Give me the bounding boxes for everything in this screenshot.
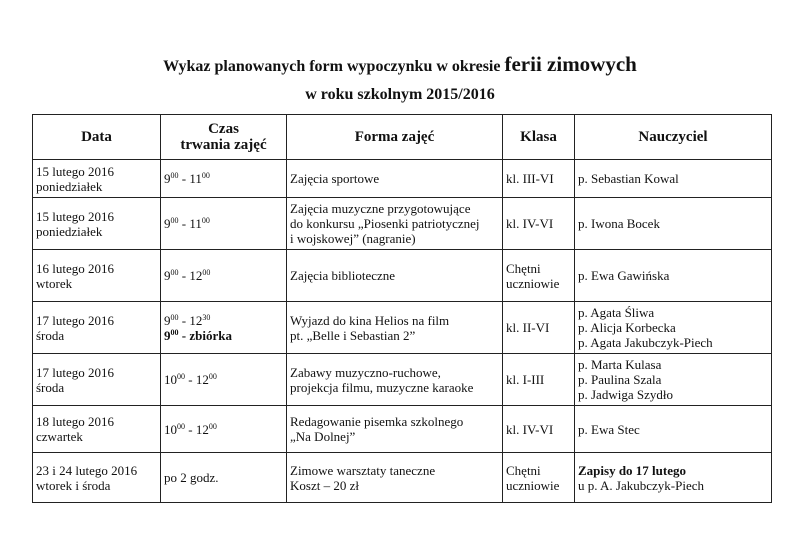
schedule-table xyxy=(32,114,772,503)
date-cell xyxy=(33,250,161,302)
time-cell xyxy=(161,160,287,198)
class-line: kl. IV-VI xyxy=(506,421,554,437)
header-date: Data xyxy=(33,115,161,160)
weekday-text: poniedziałek xyxy=(36,223,103,239)
time-range: $10^{00} - 12^{00}$ xyxy=(164,372,217,387)
date-cell xyxy=(33,453,161,503)
date-text: 16 lutego 2016 xyxy=(36,260,114,276)
weekday-text: czwartek xyxy=(36,429,83,444)
date-text: 17 lutego 2016 xyxy=(36,364,114,380)
start-hour: 10 xyxy=(164,421,177,437)
time-range: $9^{00} - 12^{00}$ xyxy=(164,268,211,283)
header-row xyxy=(33,115,772,160)
teacher-cell xyxy=(575,354,772,406)
end-minute: 00 xyxy=(208,421,217,431)
activity-cell xyxy=(287,250,503,302)
end-minute: 30 xyxy=(202,312,211,322)
activity-line: Redagowanie pisemka szkolnego xyxy=(290,414,464,429)
activity-cell xyxy=(287,453,503,503)
time-range: $9^{00} - 11^{00}$ xyxy=(164,171,210,186)
teacher-cell xyxy=(575,160,772,198)
end-minute: 00 xyxy=(201,216,210,225)
weekday-text: środa xyxy=(36,327,65,343)
class-cell xyxy=(503,302,575,354)
class-line: kl. III-VI xyxy=(506,171,554,186)
teacher-cell xyxy=(575,406,772,453)
gathering-hour: 9 xyxy=(164,327,171,343)
date-cell xyxy=(33,354,161,406)
time-text: po 2 godz. xyxy=(164,470,219,485)
time-cell xyxy=(161,406,287,453)
table-row xyxy=(33,250,772,302)
table-row xyxy=(33,354,772,406)
start-minute: 00 xyxy=(177,421,185,431)
activity-cell xyxy=(287,160,503,198)
date-cell xyxy=(33,198,161,250)
time-range: $10^{00} - 12^{00}$ xyxy=(164,421,217,437)
teacher-name: p. Agata Jakubczyk-Piech xyxy=(578,335,713,350)
class-cell xyxy=(503,250,575,302)
start-minute: 00 xyxy=(170,171,179,180)
teacher-name: p. Agata Śliwa xyxy=(578,305,655,320)
teacher-name: p. Ewa Stec xyxy=(578,421,640,437)
class-cell xyxy=(503,406,575,453)
start-hour: 9 xyxy=(164,268,171,283)
start-minute: 00 xyxy=(177,372,185,381)
teacher-cell xyxy=(575,250,772,302)
gathering-minute: 00 xyxy=(170,327,179,337)
start-minute: 00 xyxy=(170,216,179,225)
date-cell xyxy=(33,302,161,354)
date-text: 15 lutego 2016 xyxy=(36,163,114,179)
teacher-name: p. Sebastian Kowal xyxy=(578,171,679,186)
activity-cell xyxy=(287,406,503,453)
teacher-name: p. Paulina Szala xyxy=(578,372,662,387)
title-emphasis: ferii zimowych xyxy=(504,52,637,76)
class-line: Chętni xyxy=(506,462,541,478)
start-hour: 9 xyxy=(164,216,171,231)
activity-line: Zimowe warsztaty taneczne xyxy=(290,462,436,478)
teacher-cell xyxy=(575,453,772,503)
table-row xyxy=(33,160,772,198)
header-time-line1: Czas xyxy=(208,121,239,137)
table-row xyxy=(33,453,772,503)
table-row xyxy=(33,406,772,453)
teacher-name: p. Jadwiga Szydło xyxy=(578,387,673,402)
activity-line: „Na Dolnej” xyxy=(290,429,356,444)
class-line: uczniowie xyxy=(506,477,560,493)
end-hour: 12 xyxy=(195,421,209,437)
class-cell xyxy=(503,160,575,198)
time-cell xyxy=(161,354,287,406)
activity-cell xyxy=(287,198,503,250)
table-row xyxy=(33,302,772,354)
start-hour: 10 xyxy=(164,372,177,387)
time-cell xyxy=(161,453,287,503)
document-title xyxy=(0,52,800,77)
activity-line: Zabawy muzyczno-ruchowe, xyxy=(290,364,441,380)
activity-line: Zajęcia sportowe xyxy=(290,171,380,186)
date-text: 18 lutego 2016 xyxy=(36,414,114,429)
header-time xyxy=(161,115,287,160)
class-cell xyxy=(503,354,575,406)
date-text: 15 lutego 2016 xyxy=(36,208,114,224)
start-hour: 9 xyxy=(164,171,171,186)
date-cell xyxy=(33,160,161,198)
end-hour: 12 xyxy=(189,268,203,283)
teacher-name: p. Alicja Korbecka xyxy=(578,320,676,335)
start-minute: 00 xyxy=(170,268,179,277)
teacher-name: p. Ewa Gawińska xyxy=(578,268,670,283)
start-minute: 00 xyxy=(170,312,179,322)
weekday-text: poniedziałek xyxy=(36,178,103,194)
end-minute: 00 xyxy=(201,171,210,180)
start-hour: 9 xyxy=(164,312,171,328)
class-cell xyxy=(503,453,575,503)
weekday-text: środa xyxy=(36,379,65,395)
activity-cell xyxy=(287,354,503,406)
activity-line: i wojskowej” (nagranie) xyxy=(290,231,416,246)
date-text: 17 lutego 2016 xyxy=(36,312,114,328)
time-range: $9^{00} - 11^{00}$ xyxy=(164,216,210,231)
end-hour: 12 xyxy=(195,372,209,387)
header-time-line2: trwania zajęć xyxy=(180,137,267,153)
signup-note: Zapisy do 17 lutego xyxy=(578,462,686,478)
teacher-name: u p. A. Jakubczyk-Piech xyxy=(578,477,705,493)
weekday-text: wtorek i środa xyxy=(36,477,111,493)
gathering-label: - zbiórka xyxy=(178,327,232,343)
date-text: 23 i 24 lutego 2016 xyxy=(36,462,138,478)
time-cell xyxy=(161,198,287,250)
gathering-time xyxy=(164,328,283,343)
class-line: uczniowie xyxy=(506,275,560,291)
activity-line: Koszt – 20 zł xyxy=(290,477,359,493)
document-subtitle: w roku szkolnym 2015/2016 xyxy=(305,86,495,103)
class-cell xyxy=(503,198,575,250)
activity-line: Zajęcia biblioteczne xyxy=(290,268,396,283)
class-line: kl. II-VI xyxy=(506,320,550,335)
class-line: Chętni xyxy=(506,260,541,276)
table-row xyxy=(33,198,772,250)
header-class: Klasa xyxy=(503,115,575,160)
time-cell xyxy=(161,250,287,302)
time-cell xyxy=(161,302,287,354)
activity-line: Zajęcia muzyczne przygotowujące xyxy=(290,201,471,216)
title-prefix: Wykaz planowanych form wypoczynku w okresie xyxy=(163,58,505,75)
teacher-name: p. Iwona Bocek xyxy=(578,216,660,231)
time-range: $9^{00} - 12^{30}$ xyxy=(164,312,211,328)
teacher-name: p. Marta Kulasa xyxy=(578,357,662,372)
activity-line: Wyjazd do kina Helios na film xyxy=(290,312,450,328)
end-hour: 11 xyxy=(189,216,202,231)
class-line: kl. I-III xyxy=(506,372,545,387)
date-cell xyxy=(33,406,161,453)
header-teacher: Nauczyciel xyxy=(575,115,772,160)
activity-line: pt. „Belle i Sebastian 2” xyxy=(290,327,416,343)
activity-cell xyxy=(287,302,503,354)
activity-line: projekcja filmu, muzyczne karaoke xyxy=(290,379,474,395)
teacher-cell xyxy=(575,302,772,354)
header-form: Forma zajęć xyxy=(287,115,503,160)
end-minute: 00 xyxy=(208,372,217,381)
schedule-body xyxy=(33,160,772,503)
weekday-text: wtorek xyxy=(36,275,73,291)
class-line: kl. IV-VI xyxy=(506,216,554,231)
teacher-cell xyxy=(575,198,772,250)
end-hour: 11 xyxy=(189,171,202,186)
end-minute: 00 xyxy=(202,268,211,277)
end-hour: 12 xyxy=(189,312,203,328)
activity-line: do konkursu „Piosenki patriotycznej xyxy=(290,216,480,231)
